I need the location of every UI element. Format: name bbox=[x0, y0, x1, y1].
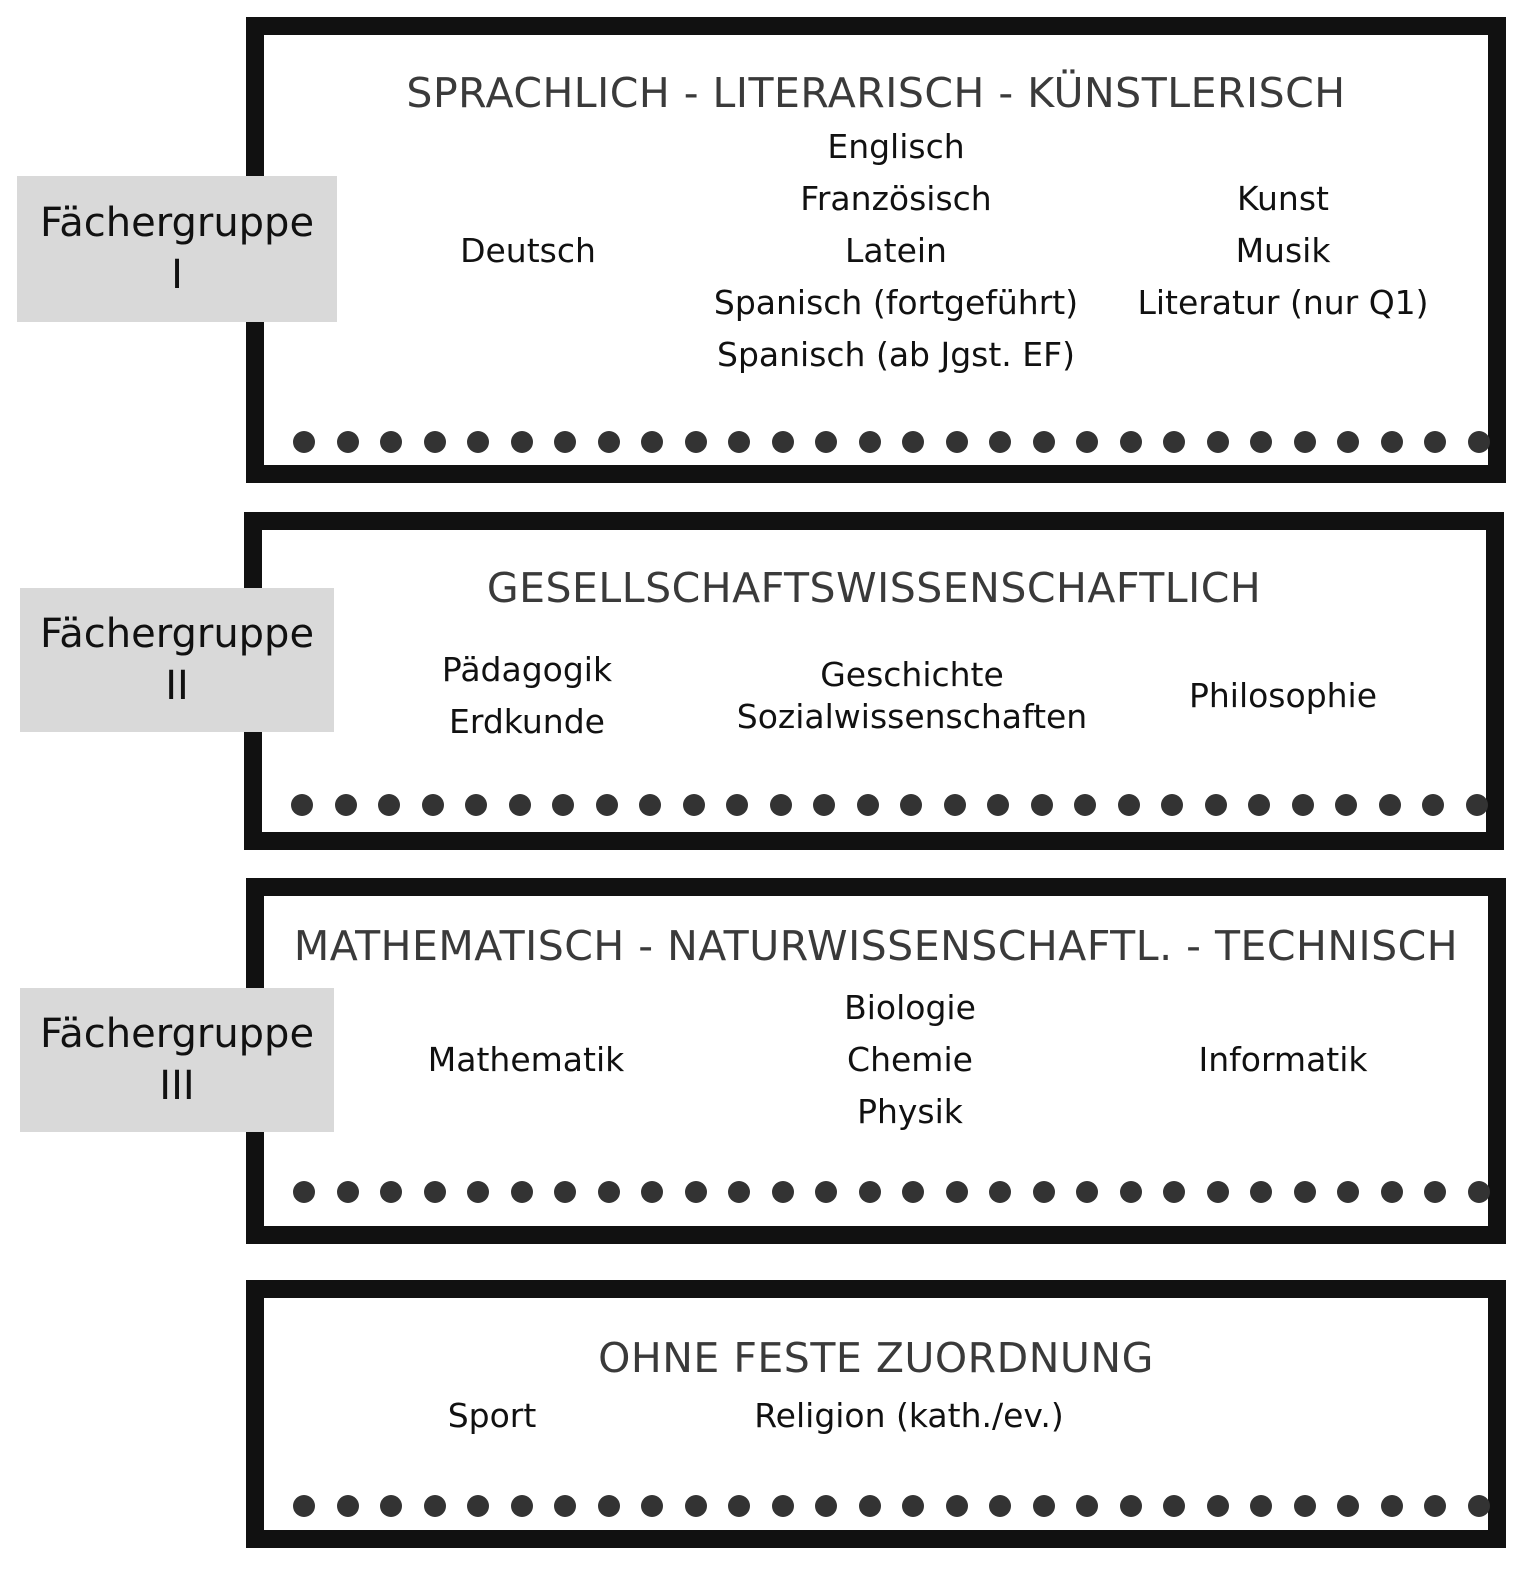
subject: Geschichte bbox=[820, 655, 1004, 694]
divider-dot bbox=[1468, 431, 1490, 453]
divider-dot bbox=[511, 1495, 533, 1517]
subject: Französisch bbox=[800, 179, 992, 218]
divider-dot bbox=[815, 1495, 837, 1517]
divider-dot bbox=[1163, 1181, 1185, 1203]
divider-dot bbox=[987, 794, 1009, 816]
divider-dot bbox=[1292, 794, 1314, 816]
divider-dot bbox=[511, 431, 533, 453]
subject-column-2 bbox=[714, 121, 1078, 381]
subject-column-3 bbox=[1137, 173, 1428, 329]
divider-dot bbox=[639, 794, 661, 816]
divider-dot bbox=[293, 1181, 315, 1203]
divider-dot bbox=[293, 1495, 315, 1517]
divider-dot bbox=[685, 1495, 707, 1517]
divider-dot bbox=[1120, 1495, 1142, 1517]
divider-dot bbox=[1076, 1181, 1098, 1203]
subject: Mathematik bbox=[427, 1040, 625, 1079]
divider-dot bbox=[424, 1181, 446, 1203]
divider-dot bbox=[989, 431, 1011, 453]
subject: Literatur (nur Q1) bbox=[1137, 283, 1429, 322]
divider-dot bbox=[598, 1495, 620, 1517]
divider-dot bbox=[1248, 794, 1270, 816]
divider-dot bbox=[554, 1181, 576, 1203]
group-label-text: Fächergruppe bbox=[39, 200, 315, 246]
subject-column-1 bbox=[448, 1390, 537, 1442]
subject-column-1 bbox=[460, 225, 596, 277]
divider-dot bbox=[424, 431, 446, 453]
divider-dot bbox=[598, 1181, 620, 1203]
divider-dot bbox=[465, 794, 487, 816]
divider-dot bbox=[772, 1495, 794, 1517]
divider-dot bbox=[946, 1495, 968, 1517]
group-box-3 bbox=[246, 878, 1506, 1244]
divider-dot bbox=[509, 794, 531, 816]
divider-dot bbox=[859, 1181, 881, 1203]
subject: Sozialwissenschaften bbox=[736, 697, 1088, 736]
subject: Deutsch bbox=[460, 231, 596, 270]
group-box-4 bbox=[246, 1280, 1506, 1548]
divider-dot bbox=[946, 1181, 968, 1203]
divider-dot bbox=[422, 794, 444, 816]
group-label-3 bbox=[20, 988, 334, 1132]
divider-dot bbox=[1207, 1495, 1229, 1517]
divider-dot bbox=[1074, 794, 1096, 816]
divider-dot bbox=[1381, 1495, 1403, 1517]
divider-dot bbox=[902, 1181, 924, 1203]
divider-dot bbox=[1033, 1495, 1055, 1517]
divider-dot bbox=[511, 1181, 533, 1203]
subject: Sport bbox=[447, 1396, 537, 1435]
divider-dot bbox=[1337, 1181, 1359, 1203]
divider-dot bbox=[1250, 431, 1272, 453]
divider-dot bbox=[1294, 1181, 1316, 1203]
divider-dot bbox=[1076, 1495, 1098, 1517]
subject: Physik bbox=[857, 1092, 963, 1131]
group-box-2 bbox=[244, 512, 1504, 850]
divider-dot bbox=[1335, 794, 1357, 816]
divider-dot bbox=[1033, 431, 1055, 453]
divider-dot bbox=[1424, 431, 1446, 453]
subject-column-2 bbox=[754, 1390, 1064, 1442]
subject: Chemie bbox=[847, 1040, 973, 1079]
subject-column-2 bbox=[737, 654, 1087, 738]
divider-dot bbox=[293, 431, 315, 453]
divider-dot bbox=[641, 1181, 663, 1203]
divider-dot bbox=[685, 1181, 707, 1203]
subject: Erdkunde bbox=[449, 702, 605, 741]
group-label-number: I bbox=[171, 252, 183, 298]
divider-dot bbox=[728, 1181, 750, 1203]
divider-dot bbox=[337, 431, 359, 453]
subject-column-2 bbox=[844, 982, 976, 1138]
divider-dot bbox=[1466, 794, 1488, 816]
divider-dot bbox=[944, 794, 966, 816]
divider-dot bbox=[1163, 1495, 1185, 1517]
group-label-2 bbox=[20, 588, 334, 732]
divider-dot bbox=[859, 431, 881, 453]
divider-dot bbox=[1424, 1495, 1446, 1517]
subject: Spanisch (ab Jgst. EF) bbox=[717, 335, 1075, 374]
divider-dot bbox=[552, 794, 574, 816]
divider-dot bbox=[641, 1495, 663, 1517]
divider-dot bbox=[1205, 794, 1227, 816]
divider-dot bbox=[815, 1181, 837, 1203]
subject: Informatik bbox=[1198, 1040, 1368, 1079]
group-title: GESELLSCHAFTSWISSENSCHAFTLICH bbox=[486, 564, 1262, 612]
divider-dot bbox=[1250, 1181, 1272, 1203]
divider-dot bbox=[946, 431, 968, 453]
divider-dot bbox=[598, 431, 620, 453]
divider-dot bbox=[815, 431, 837, 453]
divider-dot bbox=[424, 1495, 446, 1517]
subject-column-3 bbox=[1189, 670, 1377, 722]
divider-dot bbox=[726, 794, 748, 816]
divider-dot bbox=[683, 794, 705, 816]
divider-dot bbox=[467, 1495, 489, 1517]
divider-dot bbox=[291, 794, 313, 816]
subject-column-1 bbox=[442, 644, 612, 748]
subject: Pädagogik bbox=[441, 650, 613, 689]
divider-dot bbox=[772, 431, 794, 453]
divider-dot bbox=[1207, 431, 1229, 453]
divider-dot bbox=[1120, 431, 1142, 453]
divider-dot bbox=[857, 794, 879, 816]
subject: Spanisch (fortgeführt) bbox=[713, 283, 1079, 322]
divider-dot bbox=[1161, 794, 1183, 816]
dotted-divider bbox=[280, 794, 1472, 818]
divider-dot bbox=[1031, 794, 1053, 816]
subject: Musik bbox=[1235, 231, 1331, 270]
divider-dot bbox=[380, 431, 402, 453]
divider-dot bbox=[335, 794, 357, 816]
divider-dot bbox=[1424, 1181, 1446, 1203]
group-label-text: Fächergruppe bbox=[39, 1011, 315, 1057]
subject: Philosophie bbox=[1188, 676, 1378, 715]
divider-dot bbox=[596, 794, 618, 816]
divider-dot bbox=[770, 794, 792, 816]
group-title: MATHEMATISCH - NATURWISSENSCHAFTL. - TECHNISCH bbox=[293, 922, 1459, 970]
dotted-divider bbox=[282, 431, 1474, 455]
divider-dot bbox=[1294, 1495, 1316, 1517]
divider-dot bbox=[989, 1495, 1011, 1517]
divider-dot bbox=[337, 1181, 359, 1203]
divider-dot bbox=[1120, 1181, 1142, 1203]
dotted-divider bbox=[282, 1495, 1474, 1519]
divider-dot bbox=[1381, 1181, 1403, 1203]
divider-dot bbox=[1337, 1495, 1359, 1517]
subject-column-1 bbox=[428, 1034, 624, 1086]
divider-dot bbox=[1468, 1181, 1490, 1203]
divider-dot bbox=[467, 1181, 489, 1203]
group-title: OHNE FESTE ZUORDNUNG bbox=[598, 1334, 1154, 1382]
divider-dot bbox=[1207, 1181, 1229, 1203]
subject: Religion (kath./ev.) bbox=[754, 1396, 1064, 1435]
divider-dot bbox=[989, 1181, 1011, 1203]
divider-dot bbox=[1468, 1495, 1490, 1517]
divider-dot bbox=[902, 1495, 924, 1517]
divider-dot bbox=[641, 431, 663, 453]
divider-dot bbox=[554, 431, 576, 453]
divider-dot bbox=[902, 431, 924, 453]
group-label-number: II bbox=[165, 663, 189, 709]
divider-dot bbox=[380, 1495, 402, 1517]
divider-dot bbox=[1422, 794, 1444, 816]
divider-dot bbox=[1250, 1495, 1272, 1517]
divider-dot bbox=[685, 431, 707, 453]
divider-dot bbox=[467, 431, 489, 453]
divider-dot bbox=[337, 1495, 359, 1517]
divider-dot bbox=[1337, 431, 1359, 453]
subject: Latein bbox=[845, 231, 947, 270]
group-title: SPRACHLICH - LITERARISCH - KÜNSTLERISCH bbox=[406, 69, 1346, 117]
subject: Biologie bbox=[844, 988, 976, 1027]
divider-dot bbox=[1379, 794, 1401, 816]
divider-dot bbox=[813, 794, 835, 816]
divider-dot bbox=[1381, 431, 1403, 453]
divider-dot bbox=[378, 794, 400, 816]
divider-dot bbox=[900, 794, 922, 816]
subject: Kunst bbox=[1237, 179, 1329, 218]
dotted-divider bbox=[282, 1181, 1474, 1205]
group-label-text: Fächergruppe bbox=[39, 611, 315, 657]
divider-dot bbox=[772, 1181, 794, 1203]
divider-dot bbox=[1163, 431, 1185, 453]
group-box-1 bbox=[246, 17, 1506, 483]
group-label-number: III bbox=[159, 1063, 195, 1109]
divider-dot bbox=[1033, 1181, 1055, 1203]
divider-dot bbox=[728, 1495, 750, 1517]
subject-column-3 bbox=[1198, 1034, 1367, 1086]
group-label-1 bbox=[17, 176, 337, 322]
divider-dot bbox=[1294, 431, 1316, 453]
divider-dot bbox=[859, 1495, 881, 1517]
divider-dot bbox=[380, 1181, 402, 1203]
divider-dot bbox=[1076, 431, 1098, 453]
divider-dot bbox=[554, 1495, 576, 1517]
subject: Englisch bbox=[827, 127, 965, 166]
divider-dot bbox=[728, 431, 750, 453]
divider-dot bbox=[1118, 794, 1140, 816]
